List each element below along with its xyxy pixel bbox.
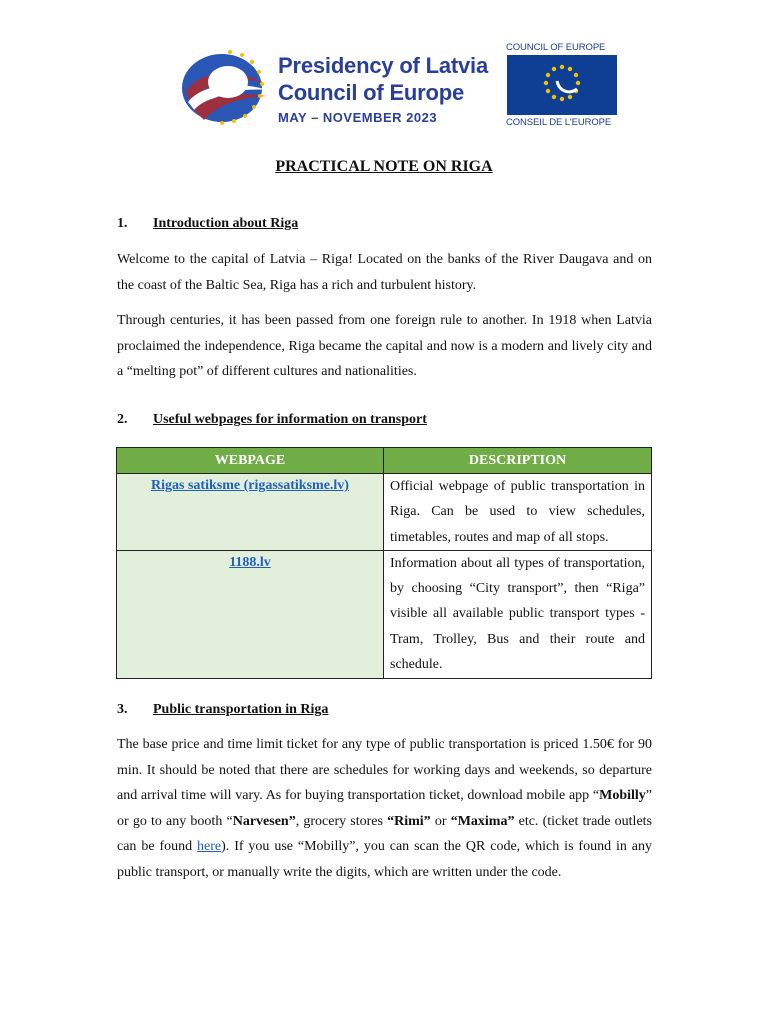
description-cell: Information about all types of transportation, by choosing “City transport”, then “Riga” visible all available public transport types - Tram, Trolley, Bus and their route and schedule. bbox=[384, 550, 652, 678]
section-number: 1. bbox=[117, 216, 128, 231]
document-title: PRACTICAL NOTE ON RIGA bbox=[275, 158, 493, 175]
presidency-emblem-icon bbox=[178, 46, 274, 130]
table-header-row bbox=[117, 448, 652, 474]
webpage-cell bbox=[117, 550, 384, 678]
text-run: etc. (ticket trade outlets can be found bbox=[117, 813, 653, 854]
transport-webpages-table bbox=[116, 447, 652, 679]
section-heading-2 bbox=[117, 412, 427, 428]
bold-mobilly: Mobilly bbox=[599, 788, 646, 803]
ticket-outlets-link[interactable]: here bbox=[197, 839, 222, 854]
intro-paragraph-2: Through centuries, it has been passed from one foreign rule to another. In 1918 when Latvia proclaimed the independence, Riga became the capital and now is a modern and lively city and a “melting pot” of different cultures and nationalities. bbox=[117, 313, 652, 379]
presidency-title-line1: Presidency of Latvia bbox=[278, 53, 488, 78]
rigas-satiksme-link[interactable]: Rigas satiksme (rigassatiksme.lv) bbox=[151, 478, 349, 493]
table-row bbox=[117, 474, 652, 551]
text-run: , grocery stores bbox=[295, 813, 388, 829]
transport-paragraph bbox=[117, 732, 652, 885]
description-cell: Official webpage of public transportation in Riga. Can be used to view schedules, timetables, routes and map of all stops. bbox=[384, 474, 652, 551]
coe-label-en: COUNCIL OF EUROPE bbox=[506, 42, 606, 53]
section-heading-1 bbox=[117, 216, 298, 232]
section-number: 2. bbox=[117, 412, 128, 427]
coe-label-fr: CONSEIL DE L'EUROPE bbox=[506, 117, 612, 128]
presidency-dates: MAY – NOVEMBER 2023 bbox=[278, 110, 438, 125]
section-label: Useful webpages for information on transport bbox=[153, 412, 427, 427]
presidency-title-line2: Council of Europe bbox=[278, 80, 465, 105]
1188-link[interactable]: 1188.lv bbox=[229, 554, 271, 570]
section-number: 3. bbox=[117, 702, 128, 717]
bold-maxima: “Maxima” bbox=[450, 813, 515, 829]
bold-rimi: “Rimi” bbox=[387, 813, 431, 829]
text-run: ). If you use “Mobilly”, you can scan the QR code, which is found in any public transport, or manually write the digits, which are written under the code. bbox=[117, 839, 652, 880]
council-of-europe-logo bbox=[506, 42, 618, 128]
column-header-description: DESCRIPTION bbox=[384, 448, 652, 474]
coe-flag-icon bbox=[507, 55, 617, 115]
text-run: ” or go to any booth “ bbox=[117, 788, 652, 829]
section-heading-3 bbox=[117, 702, 328, 718]
table-row bbox=[117, 550, 652, 678]
section-label: Introduction about Riga bbox=[153, 216, 299, 231]
section-label: Public transportation in Riga bbox=[153, 702, 329, 717]
text-run: The base price and time limit ticket for any type of public transportation is priced 1.50€ for 90 min. It should be noted that there are schedules for working days and weekends, so departure and arrival time will vary. As for buying transportation ticket, download mobile app “ bbox=[117, 737, 652, 803]
bold-narvesen: Narvesen” bbox=[232, 813, 296, 829]
presidency-logo bbox=[178, 46, 488, 130]
intro-paragraph-1: Welcome to the capital of Latvia – Riga! Located on the banks of the River Daugava and on the coast of the Baltic Sea, Riga has a rich and turbulent history. bbox=[117, 252, 652, 293]
webpage-cell bbox=[117, 474, 384, 551]
text-run: or bbox=[430, 813, 451, 829]
column-header-webpage: WEBPAGE bbox=[117, 448, 384, 474]
